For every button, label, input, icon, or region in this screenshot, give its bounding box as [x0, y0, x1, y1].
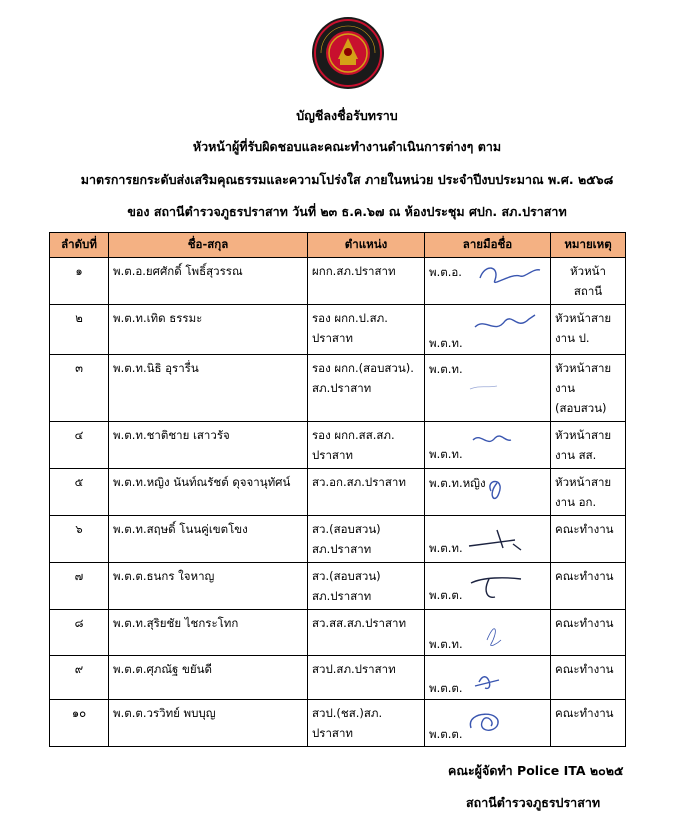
- handwritten-signature: [425, 700, 551, 746]
- signature-rank: พ.ต.ท.: [429, 637, 463, 651]
- table-row: [50, 656, 626, 700]
- row-position: รอง ผกก.(สอบสวน). สภ.ปราสาท: [308, 355, 425, 422]
- handwritten-signature: [425, 563, 551, 607]
- row-position: สวป.(ชส.)สภ. ปราสาท: [308, 700, 425, 747]
- header-name: ชื่อ-สกุล: [109, 233, 308, 258]
- row-signature: [425, 700, 551, 747]
- row-number: ๓: [50, 355, 109, 422]
- table-header-row: [50, 233, 626, 258]
- table-row: [50, 258, 626, 305]
- table-row: [50, 469, 626, 516]
- row-signature: [425, 656, 551, 700]
- row-note: หัวหน้าสาย งาน อก.: [551, 469, 626, 516]
- handwritten-signature: [425, 516, 551, 560]
- handwritten-signature: [425, 305, 551, 355]
- row-note: คณะทำงาน: [551, 700, 626, 747]
- row-number: ๔: [50, 422, 109, 469]
- row-name: พ.ต.ต.ศุภณัฐ ขยันดี: [109, 656, 308, 700]
- row-name: พ.ต.ท.ชาติชาย เสาวรัจ: [109, 422, 308, 469]
- doc-subtitle-2: มาตรการยกระดับส่งเสริมคุณธรรมและความโปร่งใส ภายในหน่วย ประจำปีงบประมาณ พ.ศ. ๒๕๖๘: [80, 172, 614, 187]
- row-number: ๙: [50, 656, 109, 700]
- footer-station: สถานีตำรวจภูธรปราสาท: [466, 795, 601, 810]
- row-note: หัวหน้า สถานี: [551, 258, 626, 305]
- table-row: [50, 355, 626, 422]
- signature-rank: พ.ต.อ.: [429, 265, 462, 279]
- row-name: พ.ต.ต.วรวิทย์ พบบุญ: [109, 700, 308, 747]
- police-station-logo: [311, 14, 385, 92]
- signature-rank: พ.ต.ต.: [429, 681, 463, 695]
- row-signature: [425, 516, 551, 563]
- header-note: หมายเหตุ: [551, 233, 626, 258]
- row-name: พ.ต.ท.สุริยชัย ไชกระโทก: [109, 610, 308, 656]
- handwritten-signature: [425, 656, 551, 700]
- signature-table: [49, 232, 626, 747]
- row-name: พ.ต.ต.ธนกร ใจหาญ: [109, 563, 308, 610]
- signature-rank: พ.ต.ท.: [429, 362, 463, 376]
- table-row: [50, 422, 626, 469]
- signature-rank: พ.ต.ท.: [429, 336, 463, 350]
- row-signature: [425, 305, 551, 355]
- row-number: ๑๐: [50, 700, 109, 747]
- signature-rank: พ.ต.ต.: [429, 727, 463, 741]
- row-note: คณะทำงาน: [551, 563, 626, 610]
- row-position: รอง ผกก.ป.สภ. ปราสาท: [308, 305, 425, 355]
- row-note: คณะทำงาน: [551, 656, 626, 700]
- row-number: ๑: [50, 258, 109, 305]
- row-signature: [425, 355, 551, 422]
- row-number: ๒: [50, 305, 109, 355]
- handwritten-signature: [425, 469, 551, 513]
- handwritten-signature: [425, 355, 551, 419]
- row-number: ๕: [50, 469, 109, 516]
- row-position: สว.อก.สภ.ปราสาท: [308, 469, 425, 516]
- table-row: [50, 563, 626, 610]
- row-name: พ.ต.ท.นิธิ อุรารื่น: [109, 355, 308, 422]
- row-note: หัวหน้าสาย งาน สส.: [551, 422, 626, 469]
- row-name: พ.ต.ท.เทิด ธรรมะ: [109, 305, 308, 355]
- row-signature: [425, 258, 551, 305]
- row-position: ผกก.สภ.ปราสาท: [308, 258, 425, 305]
- row-name: พ.ต.ท.สฤษดิ์ โนนคู่เขตโขง: [109, 516, 308, 563]
- row-signature: [425, 469, 551, 516]
- row-number: ๗: [50, 563, 109, 610]
- table-row: [50, 610, 626, 656]
- row-name: พ.ต.ท.หญิง นันท์ณรัชต์ ดุจจานุทัศน์: [109, 469, 308, 516]
- row-note: คณะทำงาน: [551, 516, 626, 563]
- table-row: [50, 700, 626, 747]
- handwritten-signature: [425, 610, 551, 656]
- table-row: [50, 305, 626, 355]
- row-position: รอง ผกก.สส.สภ. ปราสาท: [308, 422, 425, 469]
- row-position: สว.(สอบสวน) สภ.ปราสาท: [308, 563, 425, 610]
- row-position: สวป.สภ.ปราสาท: [308, 656, 425, 700]
- row-note: หัวหน้าสาย งาน (สอบสวน): [551, 355, 626, 422]
- row-position: สว.สส.สภ.ปราสาท: [308, 610, 425, 656]
- doc-subtitle-3: ของ สถานีตำรวจภูธรปราสาท วันที่ ๒๓ ธ.ค.๖๗ ณ ห้องประชุม ศปก. สภ.ปราสาท: [127, 204, 567, 219]
- signature-rank: พ.ต.ท.: [429, 541, 463, 555]
- handwritten-signature: [425, 422, 551, 466]
- row-number: ๖: [50, 516, 109, 563]
- signature-rank: พ.ต.ต.: [429, 588, 463, 602]
- doc-title: บัญชีลงชื่อรับทราบ: [296, 108, 398, 123]
- signature-rank: พ.ต.ท.: [429, 447, 463, 461]
- row-signature: [425, 422, 551, 469]
- row-note: คณะทำงาน: [551, 610, 626, 656]
- row-position: สว.(สอบสวน) สภ.ปราสาท: [308, 516, 425, 563]
- header-signature: ลายมือชื่อ: [425, 233, 551, 258]
- row-signature: [425, 610, 551, 656]
- row-signature: [425, 563, 551, 610]
- signature-rank: พ.ต.ท.หญิง: [429, 476, 486, 490]
- handwritten-signature: [425, 258, 551, 302]
- header-position: ตำแหน่ง: [308, 233, 425, 258]
- table-row: [50, 516, 626, 563]
- footer-prepared-by: คณะผู้จัดทำ Police ITA ๒๐๒๕: [448, 763, 624, 778]
- row-name: พ.ต.อ.ยศศักดิ์ โพธิ์สุวรรณ: [109, 258, 308, 305]
- doc-subtitle-1: หัวหน้าผู้ที่รับผิดชอบและคณะทำงานดำเนินการต่างๆ ตาม: [192, 139, 502, 154]
- row-number: ๘: [50, 610, 109, 656]
- header-no: ลำดับที่: [50, 233, 109, 258]
- row-note: หัวหน้าสาย งาน ป.: [551, 305, 626, 355]
